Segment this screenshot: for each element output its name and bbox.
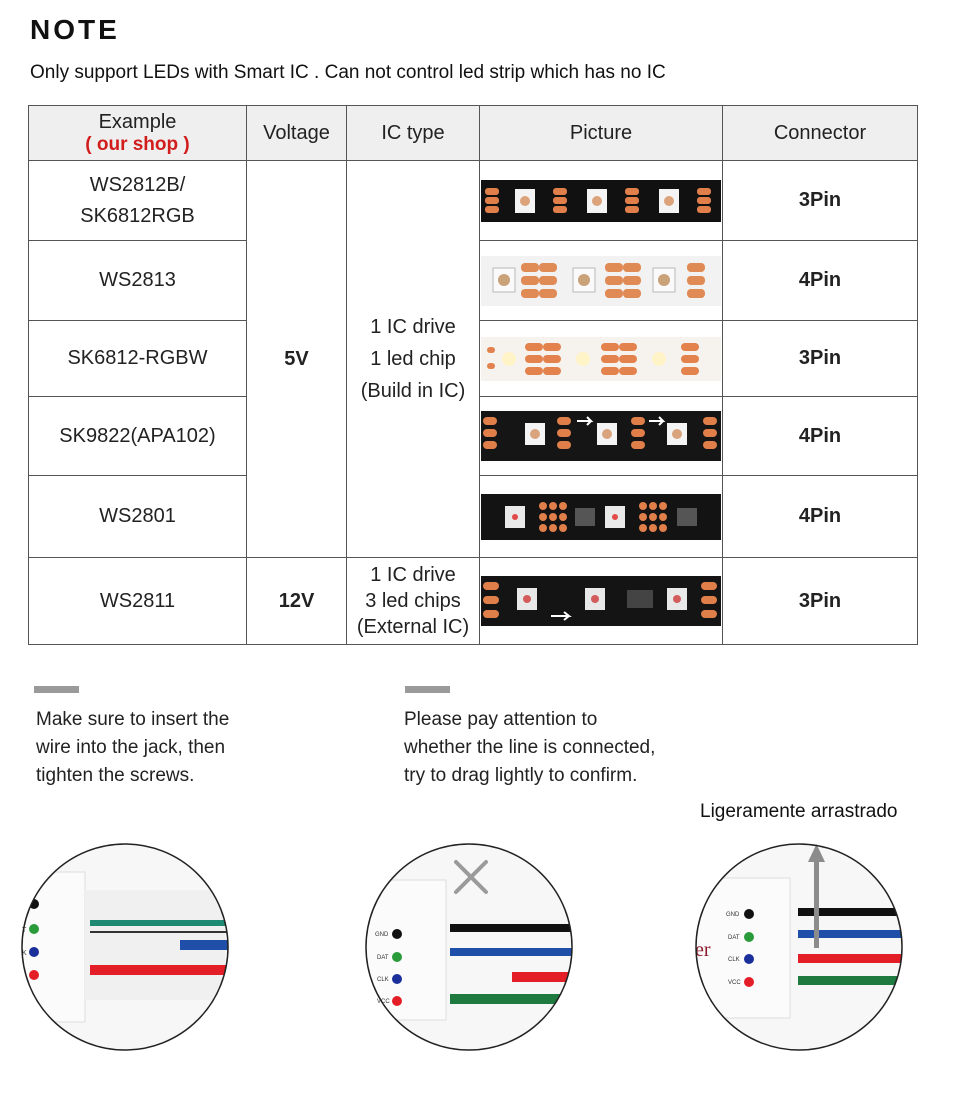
model-cell: WS2801: [29, 476, 247, 558]
ic-type-line2: 1 led chip: [370, 348, 456, 370]
wire-insertion-illustration: [20, 842, 230, 1052]
drag-confirm-illustration: [694, 842, 904, 1052]
led-strip-image-sk9822: [481, 411, 721, 461]
note-middle-line2: whether the line is connected,: [404, 737, 656, 758]
picture-cell: [480, 241, 723, 321]
note-left-line3: tighten the screws.: [36, 765, 195, 786]
model-name-line2: SK6812RGB: [80, 204, 195, 227]
table-row: [29, 558, 918, 645]
pin-label-partial-k: K: [22, 950, 27, 957]
ic-type-line2: 3 led chips: [365, 590, 461, 612]
pin-label-dat: DAT: [377, 955, 389, 961]
drag-label: Ligeramente arrastrado: [700, 801, 898, 822]
ic-type-5v-cell: [347, 161, 480, 558]
header-example: [29, 106, 247, 161]
pin-label-clk: CLK: [728, 957, 740, 963]
picture-cell: [480, 397, 723, 476]
header-example-label: Example: [98, 110, 177, 133]
pin-label-gnd: GND: [726, 912, 740, 918]
ic-type-line3: (Build in IC): [360, 380, 466, 402]
header-voltage: Voltage: [247, 106, 347, 161]
pin-label-vcc: VCC: [728, 980, 741, 986]
picture-cell: [480, 161, 723, 241]
model-cell: SK6812-RGBW: [29, 321, 247, 397]
picture-cell: [480, 476, 723, 558]
pin-label-vcc: VCC: [377, 999, 390, 1005]
note-left-divider: [34, 686, 79, 693]
page-title: NOTE: [30, 14, 120, 45]
connector-cell: 4Pin: [723, 241, 918, 321]
ic-type-line1: 1 IC drive: [370, 564, 456, 586]
led-strip-image-ws2801: [481, 494, 721, 540]
picture-cell: [480, 558, 723, 645]
note-left-line1: Make sure to insert the: [36, 709, 230, 730]
note-left-line2: wire into the jack, then: [36, 737, 226, 758]
brand-text-partial: er: [695, 939, 711, 961]
connector-cell: 3Pin: [723, 558, 918, 645]
led-spec-table: [28, 105, 918, 645]
connector-cell: 4Pin: [723, 476, 918, 558]
ic-type-12v-cell: [347, 558, 480, 645]
note-middle: [404, 706, 655, 790]
model-cell: WS2813: [29, 241, 247, 321]
picture-cell: [480, 321, 723, 397]
header-connector: Connector: [723, 106, 918, 161]
model-cell: WS2811: [29, 558, 247, 645]
ic-type-line3: (External IC): [356, 616, 470, 638]
header-picture: Picture: [480, 106, 723, 161]
page-subtitle: Only support LEDs with Smart IC . Can not control led strip which has no IC: [30, 62, 666, 83]
led-strip-image-ws2812b: [481, 180, 721, 222]
voltage-5v-cell: 5V: [247, 161, 347, 558]
our-shop-label: ( our shop ): [85, 133, 190, 155]
pin-label-gnd: GND: [375, 932, 389, 938]
connector-cell: 4Pin: [723, 397, 918, 476]
pin-label-clk: CLK: [377, 977, 389, 983]
led-strip-image-ws2813: [481, 256, 721, 306]
model-cell: SK9822(APA102): [29, 397, 247, 476]
note-middle-line3: try to drag lightly to confirm.: [404, 765, 638, 786]
connector-cell: 3Pin: [723, 321, 918, 397]
wrong-connection-illustration: [364, 842, 574, 1052]
note-middle-line1: Please pay attention to: [404, 709, 598, 730]
pin-label-dat: DAT: [728, 935, 740, 941]
connector-cell: 3Pin: [723, 161, 918, 241]
header-ic-type: IC type: [347, 106, 480, 161]
led-strip-image-sk6812-rgbw: [481, 337, 721, 381]
note-left: [36, 706, 229, 790]
pin-label-partial-t: T: [22, 927, 27, 934]
model-name-line1: WS2812B/: [89, 173, 186, 196]
table-row: [29, 161, 918, 241]
model-cell: [29, 161, 247, 241]
voltage-12v-cell: 12V: [247, 558, 347, 645]
led-strip-image-ws2811: [481, 576, 721, 626]
ic-type-line1: 1 IC drive: [370, 316, 456, 338]
table-header-row: [29, 106, 918, 161]
note-middle-divider: [405, 686, 450, 693]
